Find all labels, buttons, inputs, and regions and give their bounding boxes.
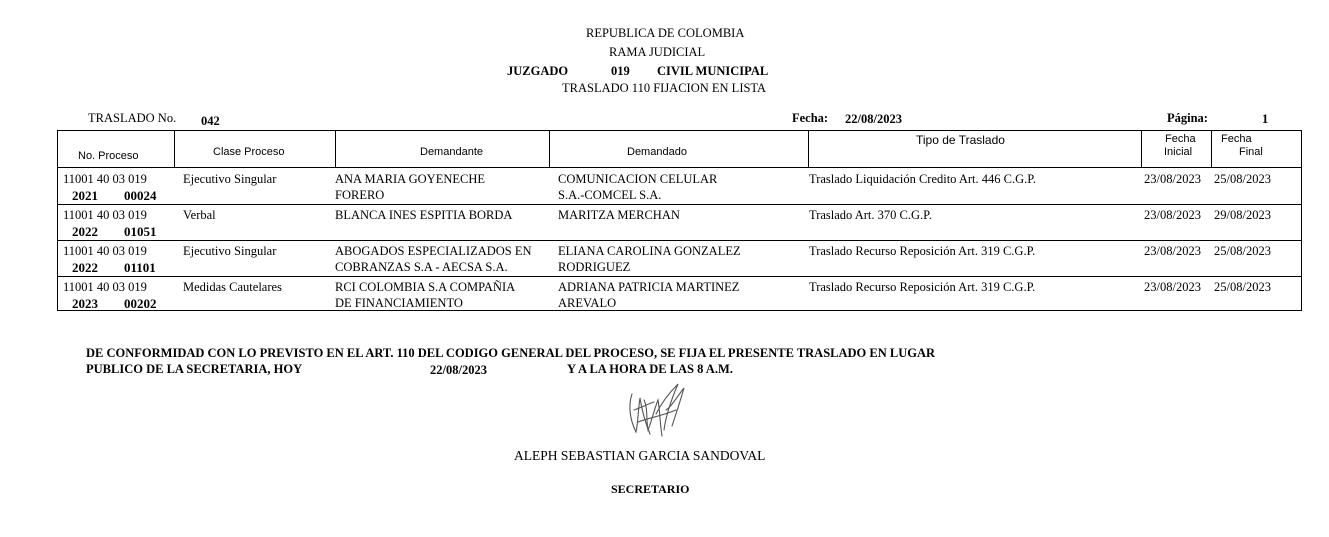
- col-header-clase: Clase Proceso: [213, 146, 285, 158]
- footer-statement-line2b: Y A LA HORA DE LAS 8 A.M.: [567, 362, 733, 376]
- signature-image: [618, 380, 698, 444]
- proceso-year: 2022: [72, 224, 98, 239]
- demandante-line1: ANA MARIA GOYENECHE: [335, 172, 485, 186]
- demandado-line1: ADRIANA PATRICIA MARTINEZ: [558, 280, 740, 294]
- proceso-year: 2022: [72, 260, 98, 275]
- proceso-radicado: 11001 40 03 019: [63, 172, 147, 186]
- col-divider: [335, 131, 336, 167]
- header-rama: RAMA JUDICIAL: [609, 45, 706, 59]
- proceso-number: 00202: [124, 296, 157, 311]
- row-separator: [58, 276, 1301, 277]
- fecha-final: 29/08/2023: [1214, 208, 1271, 222]
- col-header-demandante: Demandante: [420, 146, 483, 158]
- proceso-year: 2021: [72, 188, 98, 203]
- demandante-line2: FORERO: [335, 188, 385, 202]
- demandado-line2: S.A.-COMCEL S.A.: [558, 188, 662, 202]
- col-divider: [808, 131, 809, 167]
- tipo-traslado: Traslado Recurso Reposición Art. 319 C.G.P.: [809, 280, 1036, 294]
- footer-statement-line2a: PUBLICO DE LA SECRETARIA, HOY: [86, 362, 303, 376]
- col-header-proceso: No. Proceso: [78, 150, 139, 162]
- fecha-final: 25/08/2023: [1214, 280, 1271, 294]
- proceso-radicado: 11001 40 03 019: [63, 208, 147, 222]
- header-juzgado-num: 019: [611, 64, 630, 78]
- fecha-final: 25/08/2023: [1214, 172, 1271, 186]
- footer-date: 22/08/2023: [430, 363, 487, 377]
- demandante-line1: BLANCA INES ESPITIA BORDA: [335, 208, 513, 222]
- col-header-fecha-inicial-1: Fecha: [1165, 133, 1196, 145]
- proceso-number: 01101: [124, 260, 156, 275]
- col-divider: [1211, 131, 1212, 167]
- col-header-fecha-inicial-2: Inicial: [1164, 146, 1193, 158]
- proceso-radicado: 11001 40 03 019: [63, 280, 147, 294]
- clase-proceso: Verbal: [183, 208, 216, 222]
- traslado-label: TRASLADO No.: [88, 111, 177, 125]
- col-header-tipo: Tipo de Traslado: [916, 133, 1005, 147]
- footer-statement-line1: DE CONFORMIDAD CON LO PREVISTO EN EL ART. 110 DEL CODIGO GENERAL DEL PROCESO, SE FIJA EL PRESENTE TRASLADO EN LUGAR: [86, 346, 936, 360]
- header-juzgado-tipo: CIVIL MUNICIPAL: [657, 64, 769, 78]
- row-separator: [58, 240, 1301, 241]
- header-juzgado-label: JUZGADO: [507, 64, 569, 78]
- pagina-label: Página:: [1167, 111, 1208, 125]
- demandante-line1: RCI COLOMBIA S.A COMPAÑIA: [335, 280, 516, 294]
- demandado-line1: MARITZA MERCHAN: [558, 208, 680, 222]
- col-divider: [549, 131, 550, 167]
- demandado-line2: RODRIGUEZ: [558, 260, 631, 274]
- col-header-demandado: Demandado: [627, 146, 687, 158]
- demandado-line2: AREVALO: [558, 296, 617, 310]
- col-divider: [1141, 131, 1142, 167]
- fecha-label: Fecha:: [792, 111, 829, 125]
- fecha-inicial: 23/08/2023: [1144, 208, 1201, 222]
- tipo-traslado: Traslado Recurso Reposición Art. 319 C.G.P.: [809, 244, 1036, 258]
- demandado-line1: ELIANA CAROLINA GONZALEZ: [558, 244, 741, 258]
- tipo-traslado: Traslado Art. 370 C.G.P.: [809, 208, 932, 222]
- header-traslado-fijacion: TRASLADO 110 FIJACION EN LISTA: [562, 81, 767, 95]
- header-republica: REPUBLICA DE COLOMBIA: [586, 26, 745, 40]
- fecha-inicial: 23/08/2023: [1144, 172, 1201, 186]
- clase-proceso: Medidas Cautelares: [183, 280, 282, 294]
- traslado-number: 042: [201, 114, 220, 128]
- fecha-final: 25/08/2023: [1214, 244, 1271, 258]
- signer-name: ALEPH SEBASTIAN GARCIA SANDOVAL: [514, 448, 766, 463]
- clase-proceso: Ejecutivo Singular: [183, 244, 277, 258]
- demandado-line1: COMUNICACION CELULAR: [558, 172, 718, 186]
- signer-role: SECRETARIO: [611, 482, 690, 496]
- proceso-number: 01051: [124, 224, 157, 239]
- pagina-value: 1: [1262, 112, 1269, 126]
- col-divider: [174, 131, 175, 167]
- fecha-value: 22/08/2023: [845, 112, 902, 126]
- fecha-inicial: 23/08/2023: [1144, 244, 1201, 258]
- demandante-line2: COBRANZAS S.A - AECSA S.A.: [335, 260, 508, 274]
- proceso-number: 00024: [124, 188, 157, 203]
- col-header-fecha-final-2: Final: [1239, 146, 1263, 158]
- proceso-radicado: 11001 40 03 019: [63, 244, 147, 258]
- fecha-inicial: 23/08/2023: [1144, 280, 1201, 294]
- header-separator: [58, 167, 1301, 168]
- tipo-traslado: Traslado Liquidación Credito Art. 446 C.G.P.: [809, 172, 1036, 186]
- demandante-line1: ABOGADOS ESPECIALIZADOS EN: [335, 244, 532, 258]
- row-separator: [58, 204, 1301, 205]
- clase-proceso: Ejecutivo Singular: [183, 172, 277, 186]
- demandante-line2: DE FINANCIAMIENTO: [335, 296, 463, 310]
- proceso-year: 2023: [72, 296, 98, 311]
- col-header-fecha-final-1: Fecha: [1221, 133, 1252, 145]
- traslados-table: [57, 130, 1302, 311]
